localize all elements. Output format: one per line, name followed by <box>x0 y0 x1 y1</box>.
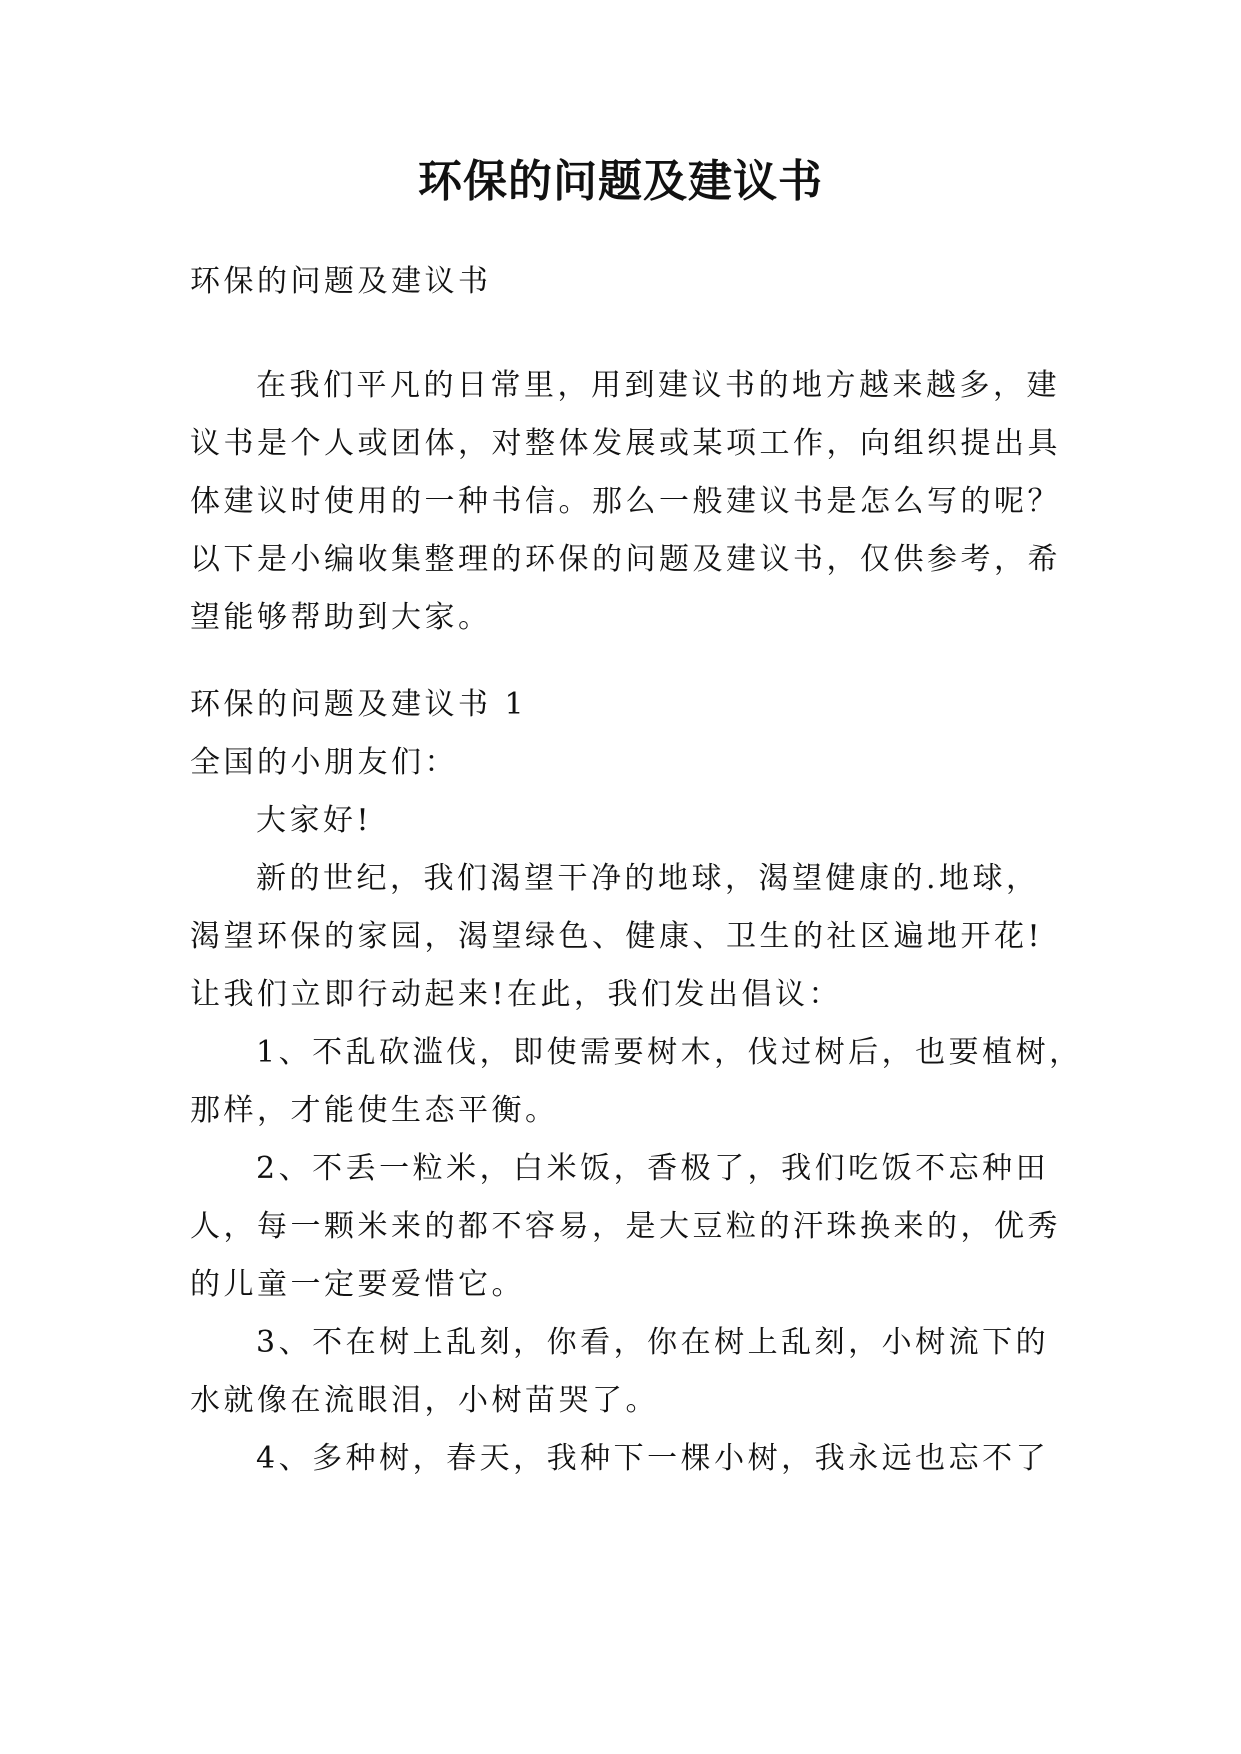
body-line: 4、多种树，春天，我种下一棵小树，我永远也忘不了 <box>256 1441 1050 1476</box>
body-line: 1、不乱砍滥伐，即使需要树木，伐过树后，也要植树， <box>256 1035 1083 1070</box>
document-title: 环保的问题及建议书 <box>418 156 823 207</box>
body-line: 让我们立即行动起来!在此，我们发出倡议： <box>190 977 843 1012</box>
letter-section <box>190 676 1083 1488</box>
body-line: 渴望环保的家园，渴望绿色、健康、卫生的社区遍地开花! <box>190 919 1044 954</box>
body-line: 水就像在流眼泪，小树苗哭了。 <box>190 1383 659 1418</box>
intro-paragraph <box>190 357 1070 647</box>
body-line: 的儿童一定要爱惜它。 <box>190 1267 525 1302</box>
intro-line: 在我们平凡的日常里，用到建议书的地方越来越多，建 <box>256 368 1060 403</box>
intro-line: 望能够帮助到大家。 <box>190 600 492 635</box>
greeting: 大家好! <box>256 803 373 838</box>
body-line: 人，每一颗米来的都不容易，是大豆粒的汗珠换来的，优秀 <box>190 1209 1061 1244</box>
intro-line: 体建议时使用的一种书信。那么一般建议书是怎么写的呢？ <box>190 484 1061 519</box>
body-line: 那样，才能使生态平衡。 <box>190 1093 559 1128</box>
document-subtitle: 环保的问题及建议书 <box>190 264 492 299</box>
body-line: 3、不在树上乱刻，你看，你在树上乱刻，小树流下的 <box>256 1325 1050 1360</box>
intro-line: 以下是小编收集整理的环保的问题及建议书，仅供参考，希 <box>190 542 1061 577</box>
intro-line: 议书是个人或团体，对整体发展或某项工作，向组织提出具 <box>190 426 1061 461</box>
body-line: 新的世纪，我们渴望干净的地球，渴望健康的.地球， <box>256 861 1040 896</box>
body-line: 2、不丢一粒米，白米饭，香极了，我们吃饭不忘种田 <box>256 1151 1050 1186</box>
section-heading: 环保的问题及建议书 1 <box>190 687 528 722</box>
salutation: 全国的小朋友们： <box>190 745 458 780</box>
